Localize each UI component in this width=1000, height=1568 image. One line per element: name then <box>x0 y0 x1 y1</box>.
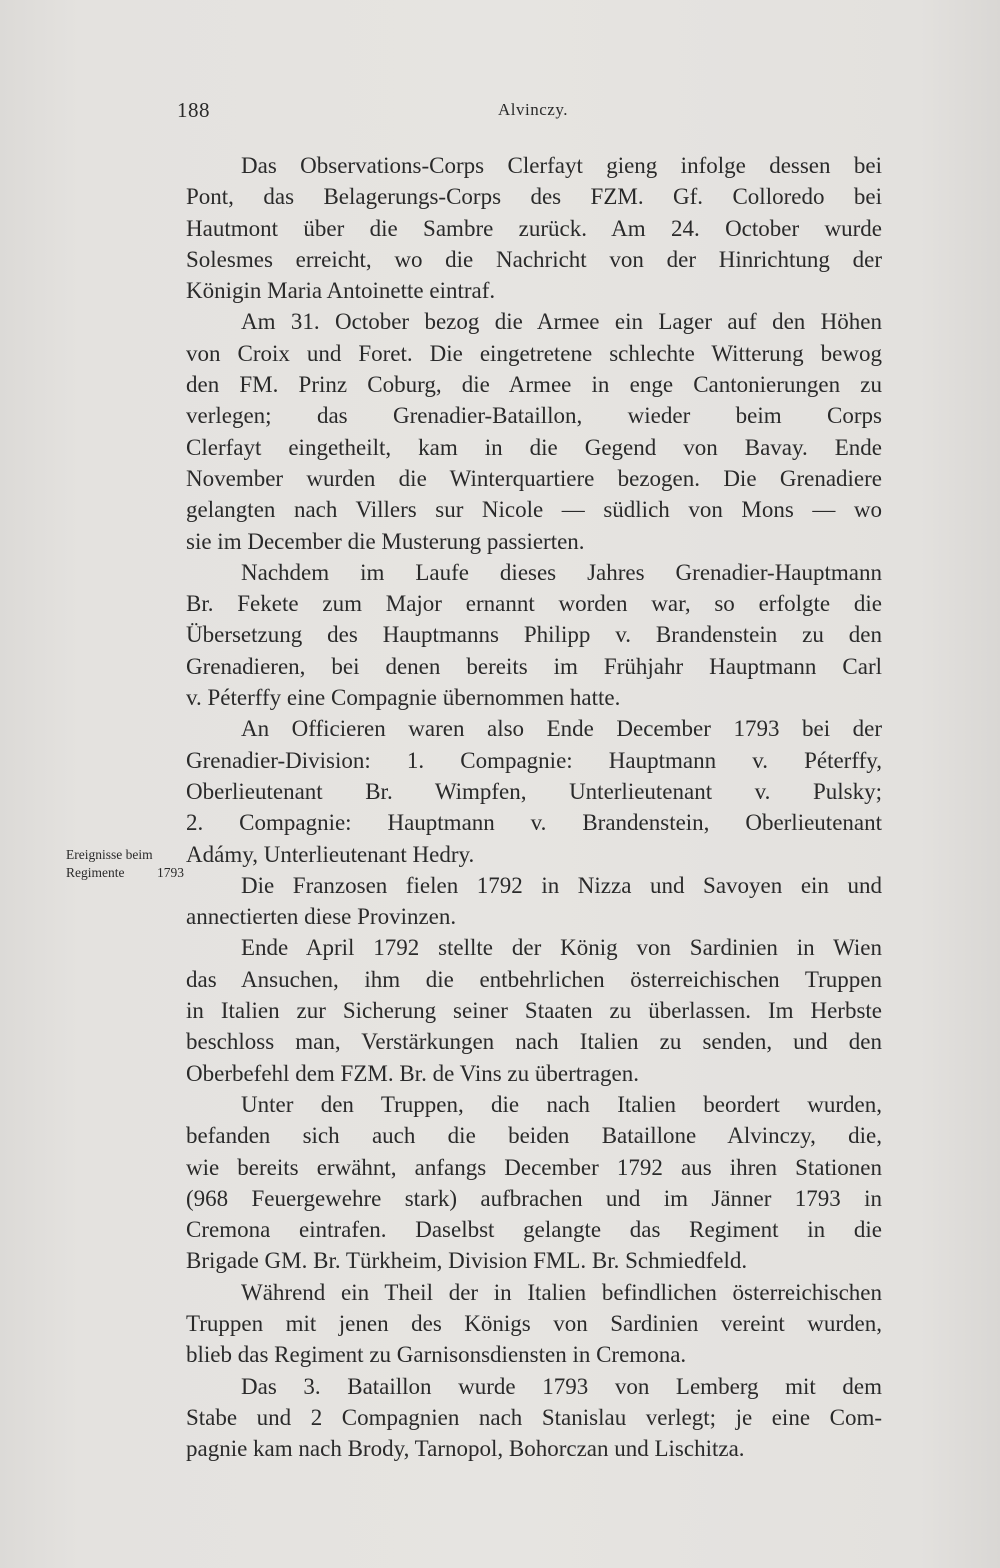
page-header <box>177 98 889 128</box>
text-line: (968 Feuergewehre stark) aufbrachen und im Jänner 1793 in <box>186 1185 882 1211</box>
text-line: Truppen mit jenen des Königs von Sardinien vereint wurden, <box>186 1310 882 1336</box>
body-text <box>186 150 882 1464</box>
paragraph <box>186 150 882 306</box>
text-line: Oberbefehl dem FZM. Br. de Vins zu übertragen. <box>186 1060 639 1086</box>
margin-note <box>66 846 184 882</box>
text-line: Cremona eintrafen. Daselbst gelangte das Regiment in die <box>186 1217 882 1243</box>
text-line: Während ein Theil der in Italien befindlichen österreichischen <box>241 1279 882 1305</box>
paragraph <box>186 1089 882 1277</box>
margin-note-line <box>66 864 184 882</box>
text-line: Ende April 1792 stellte der König von Sardinien in Wien <box>241 935 882 961</box>
paragraph <box>186 306 882 556</box>
text-line: Das 3. Bataillon wurde 1793 von Lemberg mit dem <box>241 1373 882 1399</box>
text-line: November wurden die Winterquartiere bezogen. Die Grenadiere <box>186 465 882 491</box>
text-line: befanden sich auch die beiden Bataillone Alvinczy, die, <box>186 1123 882 1149</box>
page-number: 188 <box>177 98 210 122</box>
text-line: Übersetzung des Hauptmanns Philipp v. Brandenstein zu den <box>186 622 882 648</box>
text-line: Brigade GM. Br. Türkheim, Division FML. Br. Schmiedfeld. <box>186 1248 748 1274</box>
paragraph <box>186 932 882 1088</box>
text-line: Das Observations-Corps Clerfayt gieng infolge dessen bei <box>241 153 882 178</box>
text-line: Oberlieutenant Br. Wimpfen, Unterlieutenant v. Pulsky; <box>186 778 882 804</box>
paragraph <box>186 713 882 869</box>
text-line: gelangten nach Villers sur Nicole — südlich von Mons — wo <box>186 497 882 523</box>
text-line: pagnie kam nach Brody, Tarnopol, Bohorczan und Lischitza. <box>186 1436 745 1462</box>
text-line: in Italien zur Sicherung seiner Staaten zu überlassen. Im Herbste <box>186 998 882 1024</box>
text-line: Adámy, Unterlieutenant Hedry. <box>186 841 475 867</box>
text-line: verlegen; das Grenadier-Bataillon, wieder beim Corps <box>186 403 882 429</box>
text-line: Br. Fekete zum Major ernannt worden war, so erfolgte die <box>186 591 882 617</box>
text-line: sie im December die Musterung passierten. <box>186 528 585 554</box>
text-line: annectierten diese Provinzen. <box>186 904 457 930</box>
paragraph <box>186 557 882 713</box>
text-line: Unter den Truppen, die nach Italien beordert wurden, <box>241 1091 882 1117</box>
text-line: Pont, das Belagerungs-Corps des FZM. Gf. Colloredo bei <box>186 184 882 210</box>
text-line: An Officieren waren also Ende December 1793 bei der <box>241 716 882 742</box>
text-line: 2. Compagnie: Hauptmann v. Brandenstein, Oberlieutenant <box>186 810 882 836</box>
text-line: Königin Maria Antoinette eintraf. <box>186 278 496 304</box>
text-line: Am 31. October bezog die Armee ein Lager auf den Höhen <box>241 309 882 335</box>
paragraph <box>186 870 882 933</box>
margin-note-line: Ereignisse beim <box>66 847 153 862</box>
text-line: Grenadieren, bei denen bereits im Frühjahr Hauptmann Carl <box>186 653 882 679</box>
text-line: den FM. Prinz Coburg, die Armee in enge Cantonierungen zu <box>186 372 882 398</box>
text-line: wie bereits erwähnt, anfangs December 1792 aus ihren Stationen <box>186 1154 882 1180</box>
margin-note-year: 1793 <box>157 865 184 880</box>
running-title: Alvinczy. <box>498 100 568 119</box>
text-line: Stabe und 2 Compagnien nach Stanislau verlegt; je eine Com- <box>186 1404 882 1430</box>
text-line: Grenadier-Division: 1. Compagnie: Hauptmann v. Péterffy, <box>186 747 882 773</box>
text-line: Nachdem im Laufe dieses Jahres Grenadier-Hauptmann <box>241 559 882 585</box>
text-line: von Croix und Foret. Die eingetretene schlechte Witterung bewog <box>186 340 882 366</box>
text-line: blieb das Regiment zu Garnisonsdiensten in Cremona. <box>186 1342 687 1368</box>
text-line: das Ansuchen, ihm die entbehrlichen österreichischen Truppen <box>186 966 882 992</box>
text-line: v. Péterffy eine Compagnie übernommen hatte. <box>186 685 621 711</box>
text-line: Solesmes erreicht, wo die Nachricht von der Hinrichtung der <box>186 246 882 272</box>
margin-note-word: Regimente <box>66 865 125 880</box>
text-line: beschloss man, Verstärkungen nach Italien zu senden, und den <box>186 1029 882 1055</box>
paragraph <box>186 1277 882 1371</box>
paragraph <box>186 1371 882 1465</box>
text-line: Die Franzosen fielen 1792 in Nizza und Savoyen ein und <box>241 872 882 898</box>
text-line: Clerfayt eingetheilt, kam in die Gegend von Bavay. Ende <box>186 434 882 460</box>
text-line: Hautmont über die Sambre zurück. Am 24. October wurde <box>186 215 882 241</box>
